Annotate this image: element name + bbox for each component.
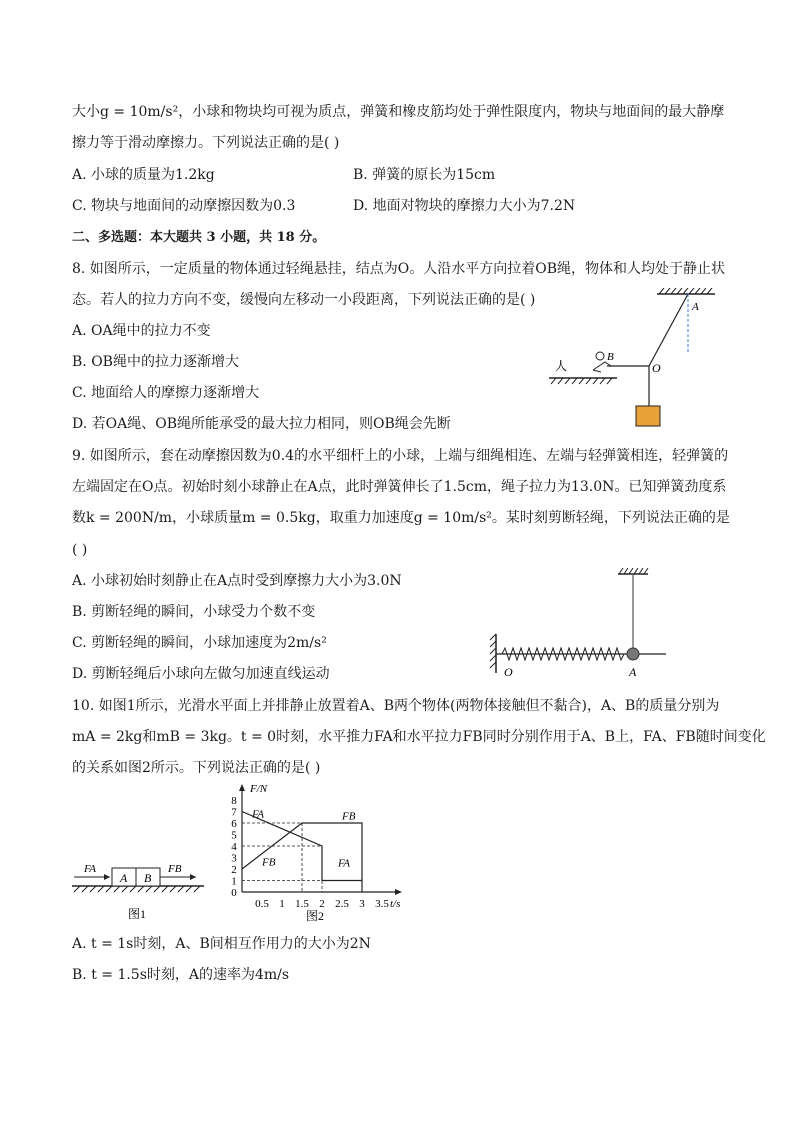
q10-stem-line-1: 10. 如图1所示，光滑水平面上并排静止放置着A、B两个物体(两物体接触但不黏合)，A、B的质量分别为 bbox=[72, 698, 720, 714]
q8-stem-line-2: 态。若人的拉力方向不变，缓慢向左移动一小段距离，下列说法正确的是( ) bbox=[72, 292, 536, 308]
q9-label-o: O bbox=[504, 665, 513, 679]
q9-label-a: A bbox=[629, 665, 637, 679]
prev-option-b: B. 弹簧的原长为15cm bbox=[353, 167, 496, 183]
q8-option-d: D. 若OA绳、OB绳所能承受的最大拉力相同，则OB绳会先断 bbox=[72, 416, 451, 432]
y-tick-label: 1 bbox=[231, 875, 237, 888]
y-tick-label: 8 bbox=[231, 795, 237, 807]
q10-stem-line-2: mA = 2kg和mB = 3kg。t = 0时刻，水平推力FA和水平拉力FB同时分别作用于A、B上，FA、FB随时间变化 bbox=[72, 729, 766, 745]
y-tick-label: 6 bbox=[231, 818, 237, 830]
prev-question-line-2: 擦力等于滑动摩擦力。下列说法正确的是( ) bbox=[72, 135, 340, 151]
x-axis-label: t/s bbox=[390, 898, 401, 910]
q8-label-a: A bbox=[692, 301, 699, 313]
q8-option-a: A. OA绳中的拉力不变 bbox=[72, 323, 211, 339]
y-tick-label: 4 bbox=[231, 841, 237, 853]
figure-2-caption: 图2 bbox=[306, 909, 325, 923]
q9-option-d: D. 剪断轻绳后小球向左做匀加速直线运动 bbox=[72, 666, 330, 682]
y-tick-label: 3 bbox=[231, 852, 237, 865]
q8-stem-line-1: 8. 如图所示，一定质量的物体通过轻绳悬挂，结点为O。人沿水平方向拉着OB绳，物体和人均处于静止状 bbox=[72, 261, 726, 277]
y-tick-label: 2 bbox=[231, 864, 237, 876]
q10-figure-1 bbox=[70, 850, 210, 925]
q9-stem-line-2: 左端固定在O点。初始时刻小球静止在A点，此时弹簧伸长了1.5cm，绳子拉力为13.0N。已知弹簧劲度系 bbox=[72, 479, 727, 495]
x-tick-label: 1 bbox=[279, 898, 285, 910]
q8-option-c: C. 地面给人的摩擦力逐渐增大 bbox=[72, 385, 260, 401]
q10-option-a: A. t = 1s时刻，A、B间相互作用力的大小为2N bbox=[72, 936, 371, 952]
q9-stem-line-3: 数k = 200N/m，小球质量m = 0.5kg，取重力加速度g = 10m/s²。某时刻剪断轻绳，下列说法正确的是 bbox=[72, 510, 730, 526]
q9-option-b: B. 剪断轻绳的瞬间，小球受力个数不变 bbox=[72, 604, 316, 620]
q9-stem-line-4: ( ) bbox=[72, 542, 88, 558]
q10-figure-2-chart bbox=[218, 784, 428, 924]
q9-option-c: C. 剪断轻绳的瞬间，小球加速度为2m/s² bbox=[72, 635, 327, 651]
prev-question-line-1: 大小g = 10m/s²，小球和物块均可视为质点，弹簧和橡皮筋均处于弹性限度内，物块与地面间的最大静摩 bbox=[72, 104, 725, 120]
q8-label-o: O bbox=[652, 361, 661, 375]
q8-label-person: 人 bbox=[555, 359, 568, 373]
force-b-label: FB bbox=[168, 863, 182, 875]
section-heading: 二、多选题：本大题共 3 小题，共 18 分。 bbox=[72, 230, 326, 245]
q9-figure bbox=[488, 568, 668, 680]
prev-option-d: D. 地面对物块的摩擦力大小为7.2N bbox=[353, 198, 576, 214]
block-a-label: A bbox=[120, 871, 128, 885]
q8-option-b: B. OB绳中的拉力逐渐增大 bbox=[72, 354, 239, 370]
x-tick-label: 2.5 bbox=[335, 898, 349, 910]
prev-option-c: C. 物块与地面间的动摩擦因数为0.3 bbox=[72, 198, 296, 214]
q10-option-b: B. t = 1.5s时刻，A的速率为4m/s bbox=[72, 967, 290, 983]
x-tick-label: 2 bbox=[319, 898, 325, 910]
y-tick-label: 0 bbox=[231, 887, 237, 899]
rope-oa bbox=[649, 294, 688, 366]
prev-option-a: A. 小球的质量为1.2kg bbox=[72, 167, 215, 183]
x-axis-arrow bbox=[395, 889, 402, 895]
label-fb-low: FB bbox=[262, 856, 276, 869]
x-tick-label: 1.5 bbox=[295, 898, 309, 910]
ball bbox=[627, 648, 639, 660]
q10-stem-line-3: 的关系如图2所示。下列说法正确的是( ) bbox=[72, 760, 321, 776]
x-tick-label: 0.5 bbox=[255, 898, 269, 910]
x-tick-label: 3.5 bbox=[375, 898, 389, 910]
q8-label-b: B bbox=[607, 351, 614, 363]
q9-option-a: A. 小球初始时刻静止在A点时受到摩擦力大小为3.0N bbox=[72, 573, 402, 589]
hanging-block bbox=[636, 406, 660, 426]
y-tick-label: 7 bbox=[231, 806, 237, 819]
y-axis-arrow bbox=[239, 784, 245, 791]
block-b-label: B bbox=[144, 871, 152, 885]
figure-1-caption: 图1 bbox=[128, 907, 147, 921]
label-fa-top: FA bbox=[252, 808, 265, 821]
label-fa-low: FA bbox=[338, 857, 351, 870]
q9-stem-line-1: 9. 如图所示，套在动摩擦因数为0.4的水平细杆上的小球，上端与细绳相连、左端与轻弹簧相连，轻弹簧的 bbox=[72, 448, 729, 464]
y-tick-label: 5 bbox=[231, 829, 237, 842]
q8-figure bbox=[545, 288, 720, 428]
label-fb-top: FB bbox=[342, 810, 356, 823]
y-axis-label: F/N bbox=[250, 784, 268, 795]
x-tick-label: 3 bbox=[359, 898, 365, 910]
force-a-label: FA bbox=[84, 863, 97, 875]
